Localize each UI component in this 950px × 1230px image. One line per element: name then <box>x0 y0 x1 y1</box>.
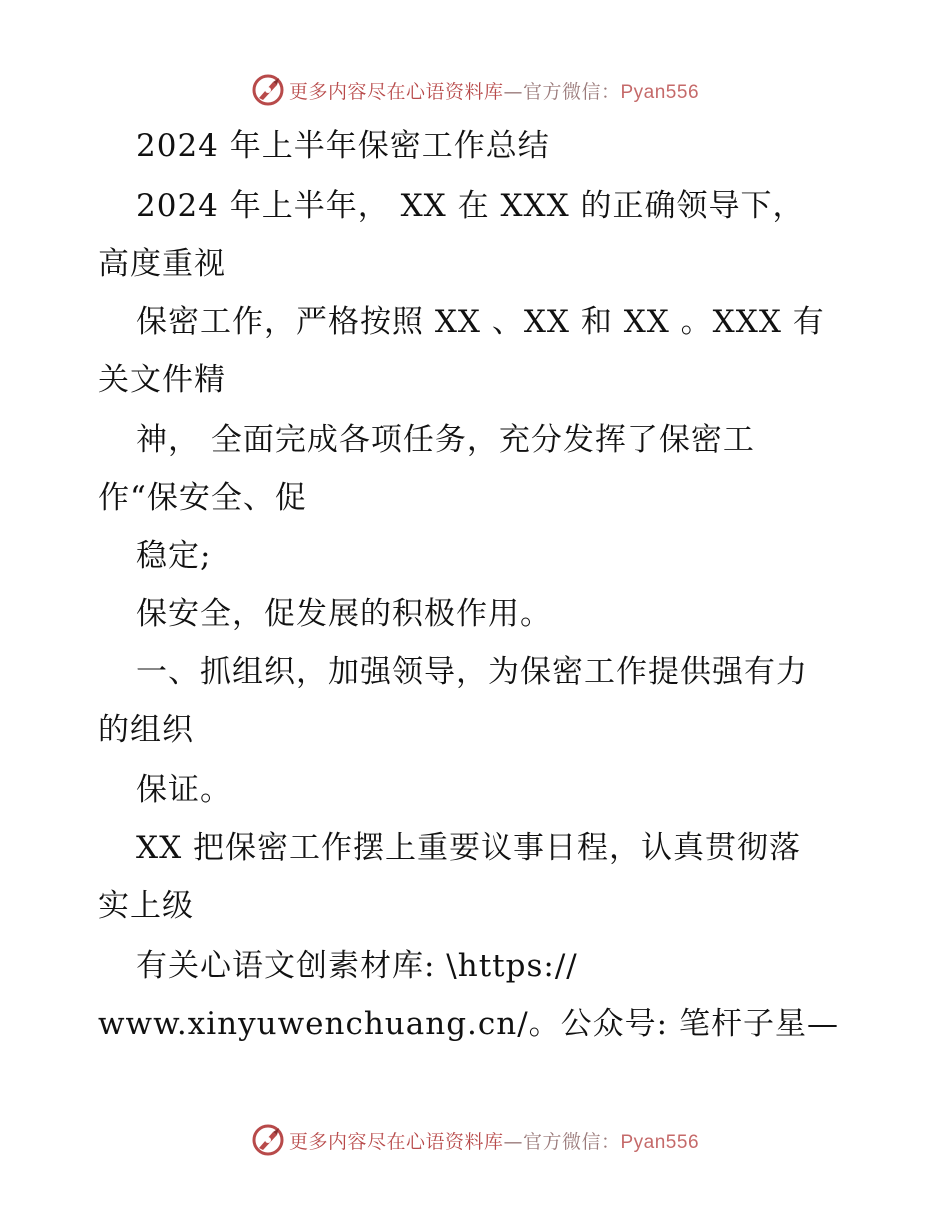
doc-line: 保密工作，严格按照 XX 、XX 和 XX 。XXX 有 <box>136 304 825 340</box>
doc-line: 2024 年上半年， XX 在 XXX 的正确领导下， <box>136 188 805 224</box>
banner-text <box>289 1127 699 1154</box>
doc-line: 稳定; <box>136 538 212 574</box>
doc-title: 2024 年上半年保密工作总结 <box>136 128 550 164</box>
doc-line: 高度重视 <box>98 246 226 282</box>
banner-text <box>289 77 699 104</box>
doc-line: XX 把保密工作摆上重要议事日程，认真贯彻落 <box>136 830 801 866</box>
doc-line: www.xinyuwenchuang.cn/。公众号: 笔杆子星— <box>98 1006 839 1042</box>
doc-line: 一、抓组织，加强领导，为保密工作提供强有力 <box>136 654 808 690</box>
banner-main-text: 更多内容尽在心语资料库 <box>288 1130 504 1153</box>
banner-main-text: 更多内容尽在心语资料库 <box>288 80 504 103</box>
footer-banner <box>0 1120 950 1160</box>
banner-mid-text: —官方微信： <box>503 80 621 103</box>
quill-pen-logo-icon <box>251 1123 285 1157</box>
quill-pen-logo-icon <box>251 73 285 107</box>
doc-line: 的组织 <box>98 712 194 748</box>
banner-handle: Pyan556 <box>620 81 700 103</box>
doc-line: 实上级 <box>98 888 194 924</box>
doc-line: 保安全，促发展的积极作用。 <box>136 596 552 632</box>
doc-line: 关文件精 <box>98 362 226 398</box>
doc-line: 作“保安全、促 <box>98 480 307 516</box>
doc-line: 保证。 <box>136 772 232 808</box>
header-banner <box>0 70 950 110</box>
doc-line: 神， 全面完成各项任务，充分发挥了保密工 <box>136 422 755 458</box>
banner-handle: Pyan556 <box>620 1131 700 1153</box>
banner-mid-text: —官方微信： <box>503 1130 621 1153</box>
doc-line: 有关心语文创素材库: \https:// <box>136 948 578 984</box>
